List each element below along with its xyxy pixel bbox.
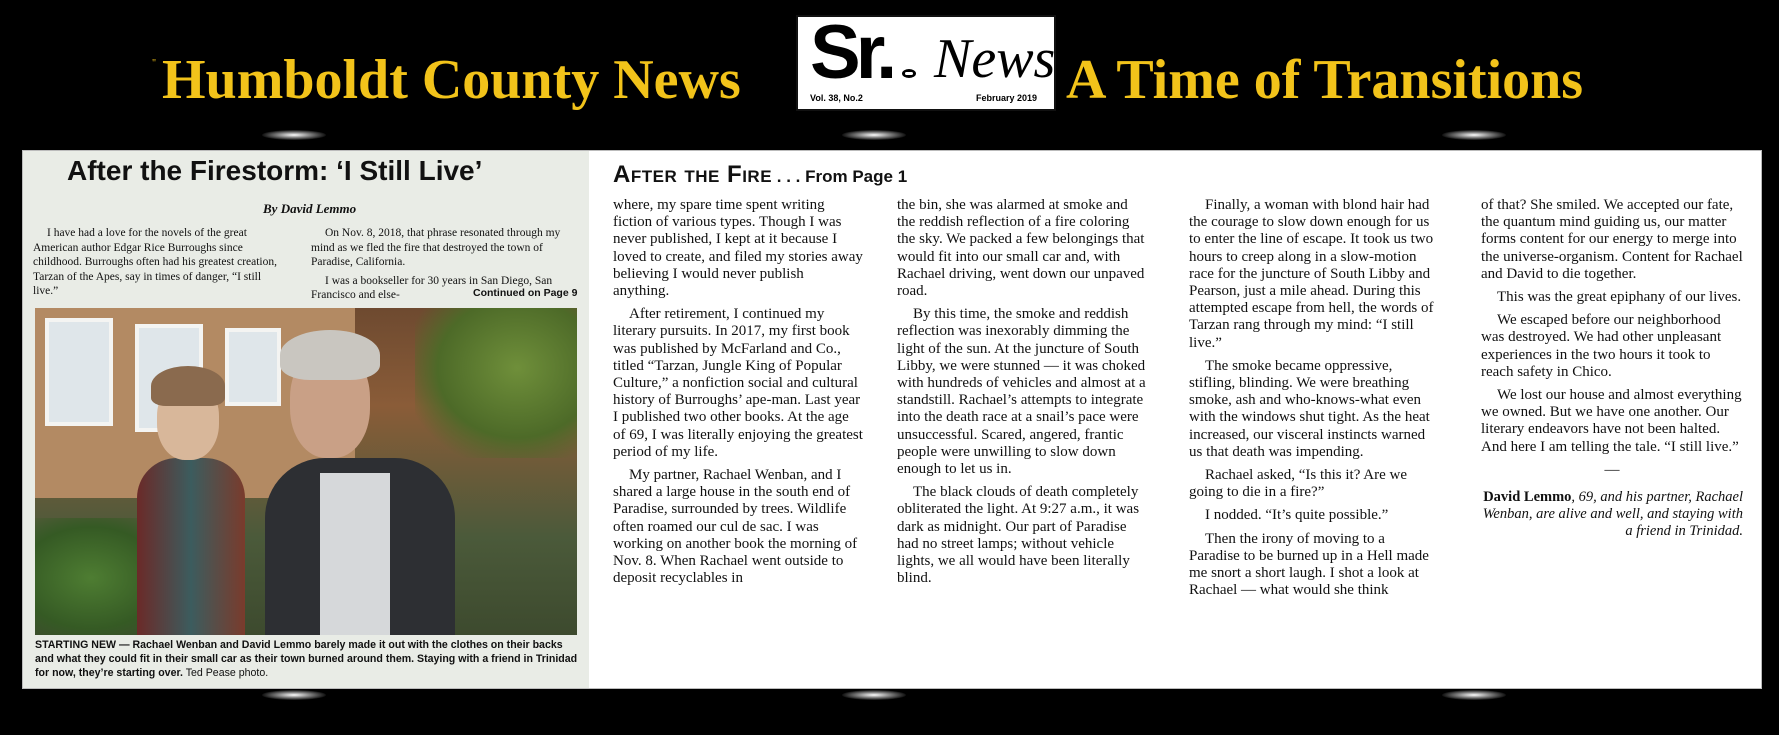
byline: By David Lemmo — [263, 201, 357, 216]
paragraph: After retirement, I continued my literary pursuits. In 2017, my first book was published by McFarland and Co., titled “Tarzan, Jungle King of Popular Culture,” a nonfiction social and cultural history of Burroughs’ ape-man. Last year I published two other books. At the age of 69, I was literally enjoying the greatest period of my life. — [613, 306, 863, 460]
continued-note: Continued on Page 9 — [473, 287, 578, 299]
article-column-1 — [613, 197, 863, 593]
banner-title-left: Humboldt County News — [162, 49, 741, 111]
man-shirt — [320, 473, 390, 635]
bio-text: , 69, and his partner, Rachael Wenban, are alive and well, and staying with a friend in Trinidad. — [1482, 489, 1743, 540]
logo-brand-news: News — [934, 28, 1056, 90]
knit-hat — [151, 366, 225, 406]
paragraph: where, my spare time spent writing fiction of various types. Though I was never published, I kept at it because I loved to create, and filed my stories away believing I would never publish anything. — [613, 197, 863, 300]
paragraph: Rachael asked, “Is this it? Are we going to die in a fire?” — [1189, 467, 1408, 501]
left-headline: After the Firestorm: ‘I Still Live’ — [67, 155, 483, 186]
banner-title-right: A Time of Transitions — [1066, 49, 1584, 111]
article-column-4 — [1481, 197, 1743, 540]
paragraph: We escaped before our neighborhood was destroyed. We had other unpleasant experiences in the two hours it took to reach safety in Chico. — [1481, 312, 1722, 380]
man-hair — [280, 330, 380, 380]
paragraph: I nodded. “It’s quite possible.” — [1205, 507, 1389, 524]
paragraph: My partner, Rachael Wenban, and I shared a large house in the south end of Paradise, surrounded by trees. Wildlife often roamed our cul de sac. I was working on another book the morning of Nov. 8. When Rachael went outside to deposit recyclables in — [613, 467, 858, 587]
intro-column-a — [33, 226, 283, 303]
paragraph: We lost our house and almost everything we owned. But we have one another. Our literary endeavors have not been halted. And here I am telling the tale. “I still live.” — [1481, 387, 1742, 455]
spotlight-glow — [262, 130, 326, 140]
photo-credit: Ted Pease photo. — [185, 667, 269, 679]
paragraph: Then the irony of moving to a Paradise to be burned up in a Hell made me snort a short laugh. I shot a look at Rachael — what would she think — [1189, 530, 1429, 599]
paragraph: The smoke became oppressive, stifling, blinding. We were breathing smoke, ash and who-knows-what even with the windows shut tight. As the heat increased, our visceral instincts warned us that death was impending. — [1189, 357, 1430, 460]
house-window — [45, 318, 113, 426]
logo-eye-icon — [902, 69, 916, 78]
logo-date: February 2019 — [976, 93, 1038, 103]
spotlight-glow — [262, 690, 326, 700]
paragraph: The black clouds of death completely obliterated the light. At 9:27 a.m., it was dark as midnight. Our part of Paradise had no street lamps; without vehicle lights, we all would have been literally blind. — [897, 484, 1140, 587]
logo-brand-sr: Sr. — [810, 10, 893, 95]
paragraph: Finally, a woman with blond hair had the courage to slow down enough for us to enter the line of escape. It took us two hours to creep along in a slow-motion race for the juncture of South Libby and Pearson, just a mile ahead. During this attempted escape from hell, the words of Tarzan rang through my mind: “I still live.” — [1189, 197, 1434, 351]
paragraph: On Nov. 8, 2018, that phrase resonated through my mind as we fled the fire that destroyed the town of Paradise, California. — [311, 227, 561, 268]
spotlight-glow — [1442, 130, 1506, 140]
couple-photo — [35, 308, 577, 635]
photo-caption — [35, 638, 583, 680]
newspaper-page — [22, 150, 1762, 689]
spotlight-glow — [842, 130, 906, 140]
paragraph: I have had a love for the novels of the great American author Edgar Rice Burroughs since childhood. Burroughs often had his greatest creation, Tarzan of the Apes, say in times of danger, “I still live.” — [33, 227, 277, 297]
bio-name: David Lemmo — [1483, 489, 1572, 506]
headline-jump: . . . From Page 1 — [772, 167, 908, 186]
article-column-2 — [897, 197, 1147, 593]
author-bio — [1481, 489, 1743, 540]
paragraph: By this time, the smoke and reddish reflection was inexorably dimming the light of the sun. At the juncture of South Libby, we were stunned — it was choked with hundreds of vehicles and almost at a standstill. Rachael’s attempts to integrate into the death race at a snail’s pace were unsuccessful. Scared, angered, frantic people were unwilling to slow down enough to let us in. — [897, 306, 1146, 478]
spotlight-glow — [1442, 690, 1506, 700]
front-page-article — [23, 151, 589, 688]
paragraph: of that? She smiled. We accepted our fate, the quantum mind guiding us, our matter forms content for our energy to merge into the universe-organism. Content for Rachael and David to die together. — [1481, 197, 1743, 282]
article-column-3 — [1189, 197, 1439, 605]
paragraph: I was a bookseller for 30 years in San Diego, San Francisco and else- — [311, 274, 553, 301]
end-separator: — — [1604, 461, 1620, 478]
house-window — [225, 328, 281, 406]
right-headline — [613, 161, 907, 189]
logo-volume: Vol. 38, No.2 — [810, 93, 863, 103]
newspaper-logo — [796, 10, 1056, 111]
spotlight-glow — [842, 690, 906, 700]
woman-figure — [137, 458, 245, 635]
paragraph: This was the great epiphany of our lives. — [1497, 289, 1742, 306]
banner-tick-mark: " — [152, 58, 157, 69]
headline-main: After the Fire — [613, 161, 773, 188]
banner — [0, 0, 1779, 140]
paragraph: the bin, she was alarmed at smoke and the reddish reflection of a fire coloring the sky. We packed a few belongings that would fit into our small car and, with Rachael driving, went down our unpaved road. — [897, 197, 1145, 300]
tree-foliage — [415, 308, 577, 458]
caption-text: STARTING NEW — Rachael Wenban and David Lemmo barely made it out with the clothes on their backs and what they could fit in their small car as their town burned around them. Staying with a friend in Trinidad for now, they’re starting over. — [35, 639, 578, 679]
